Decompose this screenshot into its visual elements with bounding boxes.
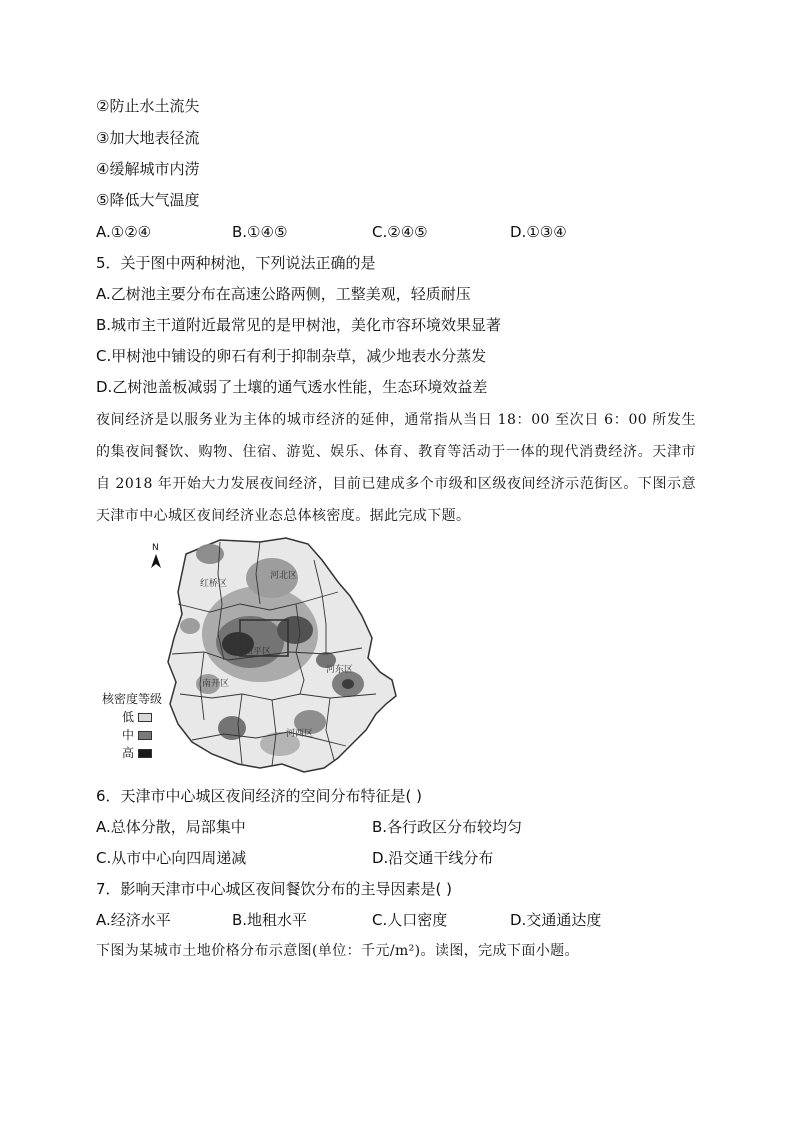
q6-option-a[interactable]: A.总体分散，局部集中 [96,818,246,836]
legend-swatch-high [138,749,152,758]
q5-option-a[interactable]: A.乙树池主要分布在高速公路两侧，工整美观，轻质耐压 [96,285,471,303]
q4-item: ②防止水土流失 [96,97,200,115]
north-arrow-icon [151,543,161,568]
district-label: 河北区 [270,571,298,581]
q6-stem: 6．天津市中心城区夜间经济的空间分布特征是( ) [96,787,423,805]
q5-option-d[interactable]: D.乙树池盖板减弱了土壤的通气透水性能，生态环境效益差 [96,378,488,396]
legend-item-low: 低 [102,708,162,726]
district-label: 红桥区 [200,579,228,589]
q4-option-b[interactable]: B.①④⑤ [232,223,288,241]
q4-item: ③加大地表径流 [96,129,200,147]
q4-item: ⑤降低大气温度 [96,191,200,209]
svg-text:N: N [152,543,159,553]
passage-text: 夜间经济是以服务业为主体的城市经济的延伸，通常指从当日 18：00 至次日 6：00 所发生的集夜间餐饮、购物、住宿、游览、娱乐、体育、教育等活动于一体的现代消费经济。天津市自 2018 年开始大力发展夜间经济，目前已建成多个市级和区级夜间经济示范街区。下图示意天津市中心城区夜间经济业态总体核密度。据此完成下题。 [96,412,696,524]
district-label: 南开区 [202,679,230,689]
q7-option-c[interactable]: C.人口密度 [372,911,448,929]
q5-option-b[interactable]: B.城市主干道附近最常见的是甲树池，美化市容环境效果显著 [96,316,502,334]
q7-option-d[interactable]: D.交通通达度 [510,911,602,929]
q4-option-a[interactable]: A.①②④ [96,223,152,241]
district-label: 河东区 [326,665,354,675]
legend-item-high: 高 [102,744,162,762]
next-intro-text: 下图为某城市土地价格分布示意图(单位：千元/m²)。读图，完成下面小题。 [96,943,579,959]
q6-option-d[interactable]: D.沿交通干线分布 [372,849,494,867]
legend-item-medium: 中 [102,726,162,744]
q6-option-b[interactable]: B.各行政区分布较均匀 [372,818,523,836]
q4-item: ④缓解城市内涝 [96,160,200,178]
district-label: 河西区 [286,729,314,739]
q5-stem: 5．关于图中两种树池，下列说法正确的是 [96,254,376,272]
legend-title: 核密度等级 [102,692,163,706]
legend-swatch-low [138,713,152,722]
q4-option-d[interactable]: D.①③④ [510,223,567,241]
q6-option-c[interactable]: C.从市中心向四周递减 [96,849,247,867]
district-label: 和平区 [244,647,272,657]
legend-swatch-medium [138,731,152,740]
q7-option-b[interactable]: B.地租水平 [232,911,308,929]
q7-stem: 7．影响天津市中心城区夜间餐饮分布的主导因素是( ) [96,880,453,898]
q4-option-c[interactable]: C.②④⑤ [372,223,428,241]
map-legend [102,690,162,762]
q5-option-c[interactable]: C.甲树池中铺设的卵石有利于抑制杂草，减少地表水分蒸发 [96,347,487,365]
q7-option-a[interactable]: A.经济水平 [96,911,171,929]
